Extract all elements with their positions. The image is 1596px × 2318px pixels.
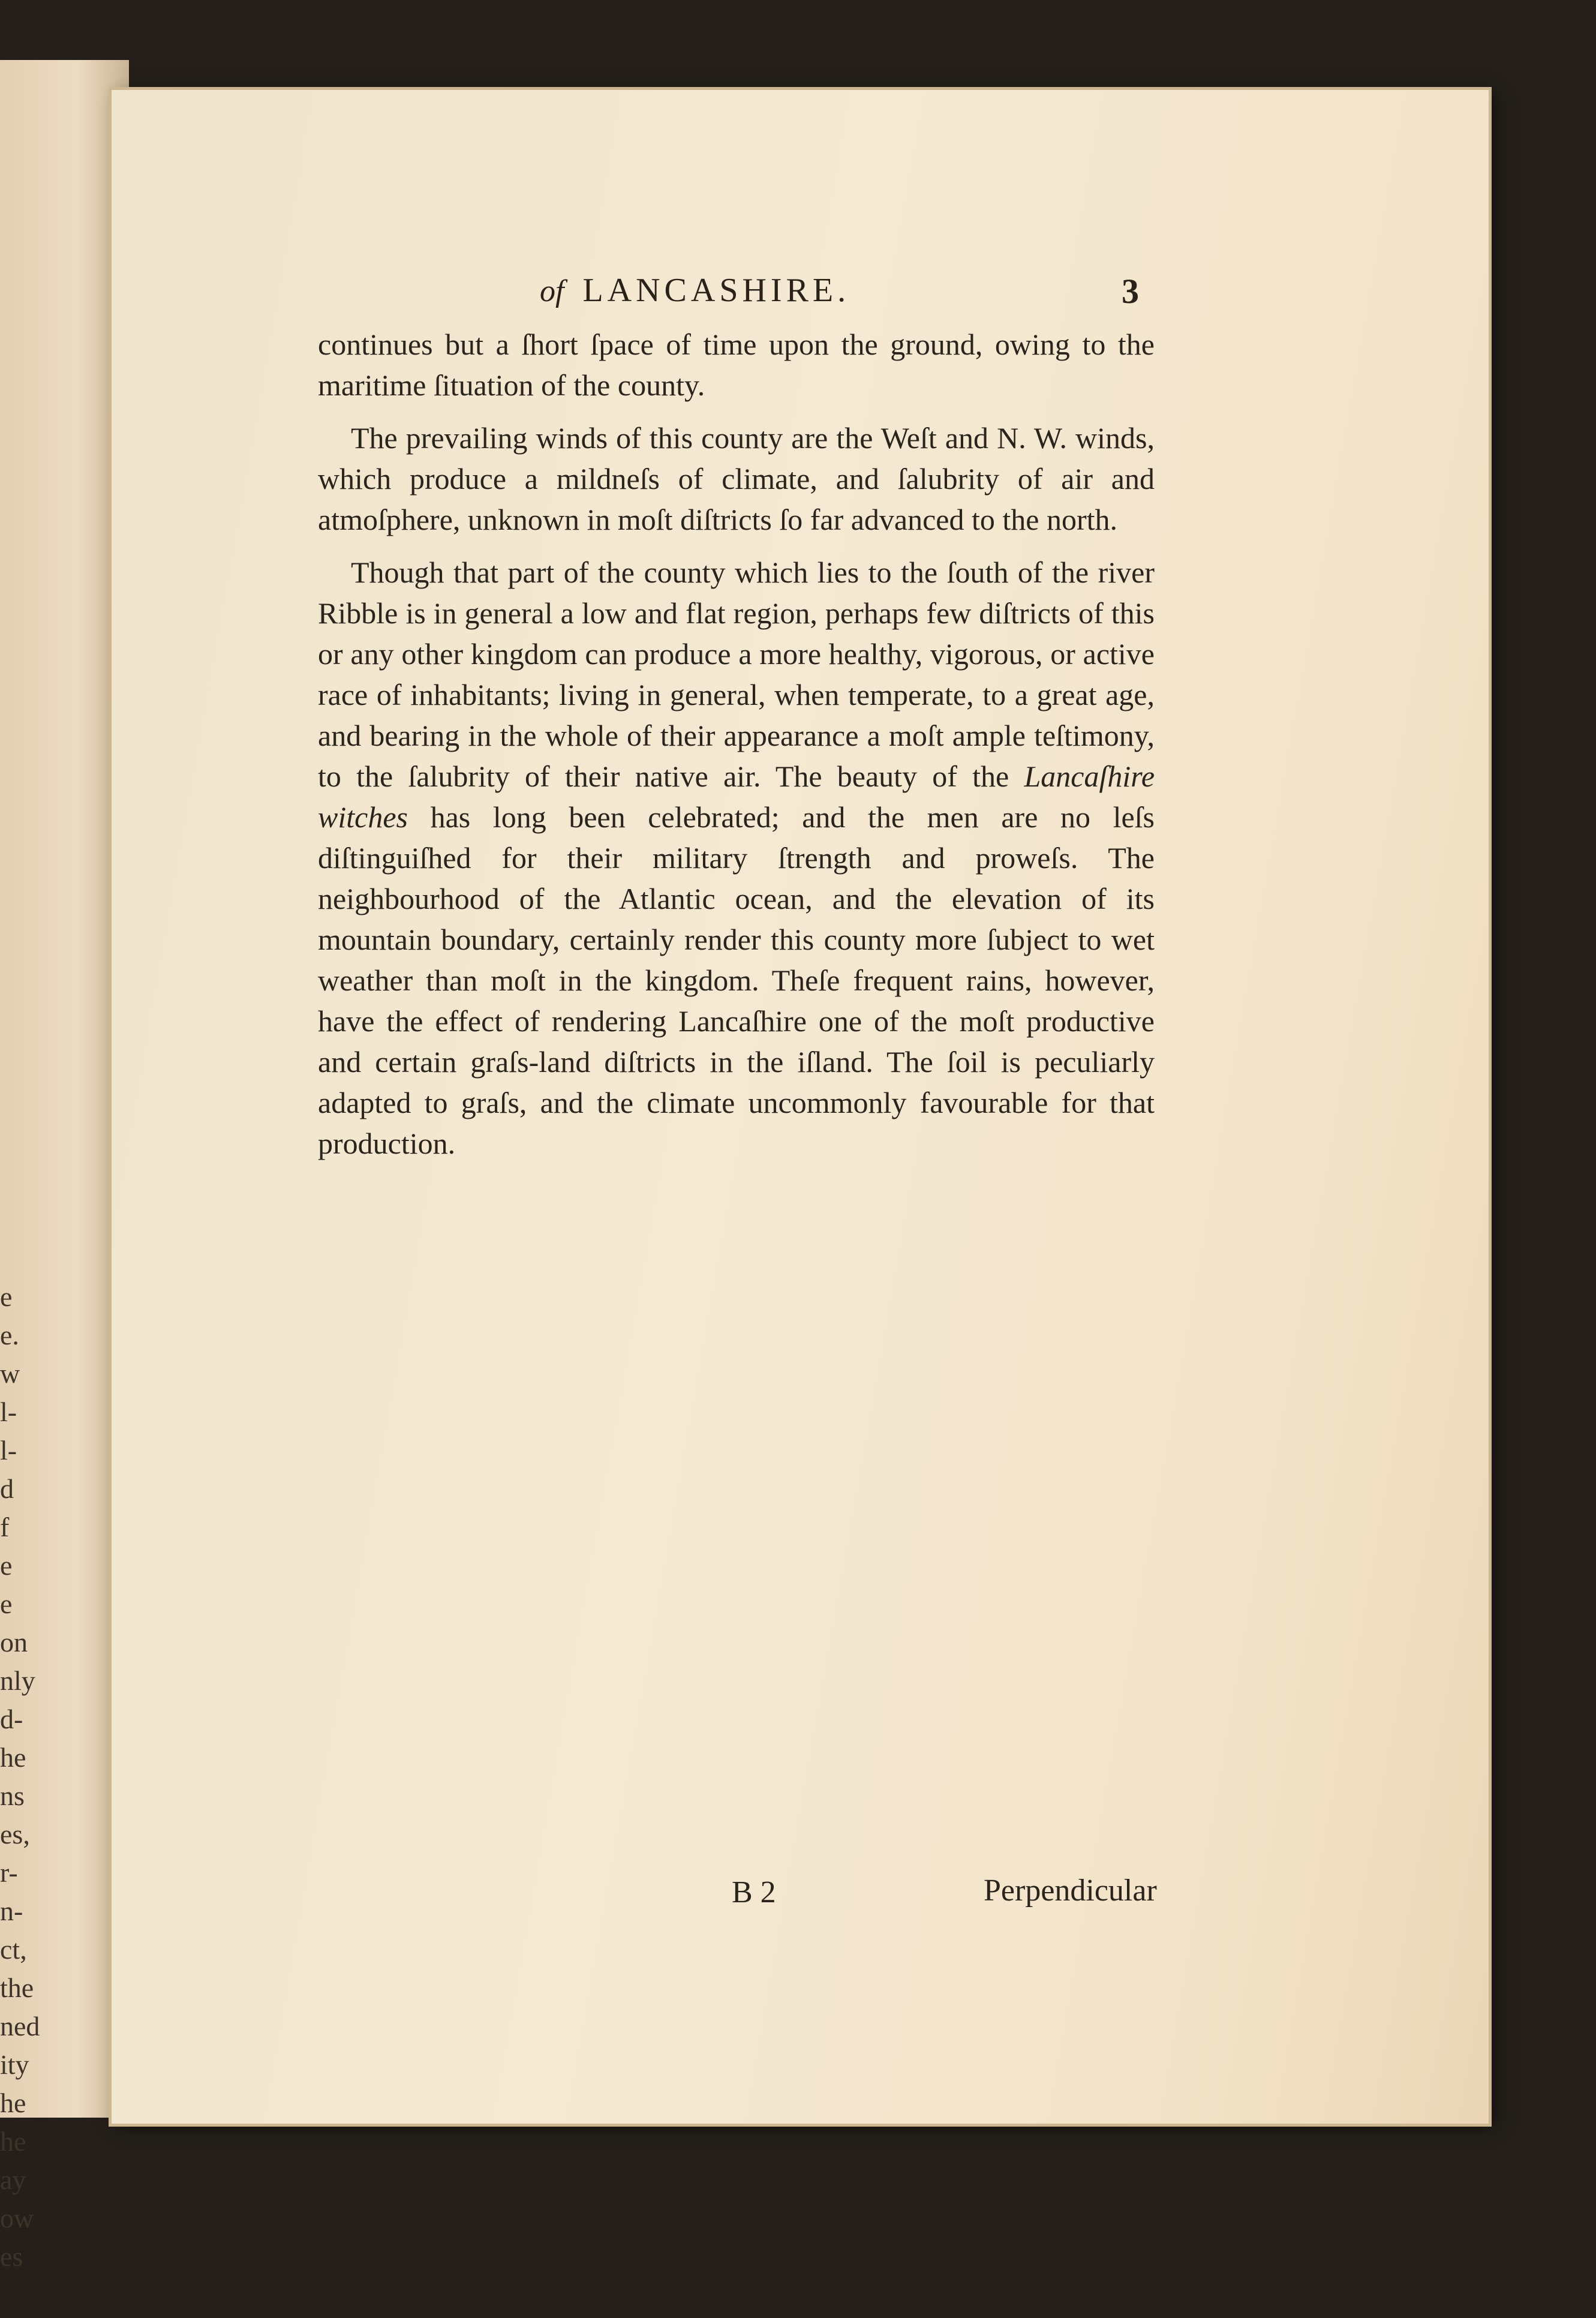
left-edge-fragment: ity — [0, 2049, 29, 2080]
left-edge-fragment: ned — [0, 2011, 40, 2041]
running-head — [540, 271, 1176, 319]
left-edge-fragment: e — [0, 1550, 13, 1581]
left-edge-fragment: ay — [0, 2164, 26, 2195]
left-edge-fragment: es, — [0, 1819, 30, 1849]
left-edge-fragment: l- — [0, 1435, 17, 1466]
paragraph-3-italic: Lancaſhire witches — [318, 759, 1155, 834]
body-text — [318, 324, 1155, 1176]
left-edge-fragment: d- — [0, 1704, 23, 1734]
left-page-text-edge — [0, 1278, 40, 2276]
paragraph-3 — [318, 552, 1155, 1164]
left-edge-fragment: ns — [0, 1780, 25, 1811]
running-head-of: of — [540, 274, 564, 308]
left-edge-fragment: e — [0, 1589, 13, 1619]
page-number: 3 — [1122, 272, 1139, 311]
signature-mark: B 2 — [732, 1875, 776, 1909]
left-edge-fragment: r- — [0, 1857, 18, 1888]
running-head-title: LANCASHIRE. — [582, 272, 850, 309]
left-edge-fragment: he — [0, 2126, 26, 2157]
left-page — [0, 60, 129, 2272]
left-edge-fragment: f — [0, 1512, 10, 1542]
left-edge-fragment: ct, — [0, 1934, 27, 1965]
paragraph-3-part-2: has long been celebrated; and the men are no leſs diſtinguiſhed for their military ſtrength and proweſs. The neighbourhood of the Atlantic ocean, and the elevation of its mountain boundary, certainly render this county more ſubject to wet weather than moſt in the kingdom. Theſe frequent rains, however, have the effect of rendering Lancaſhire one of the moſt productive and certain graſs-land diſtricts in the iſland. The ſoil is peculiarly adapted to graſs, and the climate uncommonly favourable for that production. — [318, 800, 1155, 1160]
left-edge-fragment: e. — [0, 1320, 19, 1350]
left-edge-fragment: he — [0, 1742, 26, 1773]
left-edge-fragment: es — [0, 2241, 23, 2272]
left-edge-fragment: he — [0, 2088, 26, 2118]
paragraph-3-part-1: Though that part of the county which lies to the ſouth of the river Ribble is in general a low and flat region, perhaps few diſtricts of this or any other kingdom can produce a more healthy, vigorous, or active race of inhabitants; living in general, when temperate, to a great age, and bearing in the whole of their appearance a moſt ample teſtimony, to the ſalubrity of their native air. The beauty of the — [318, 556, 1155, 793]
left-edge-fragment: nly — [0, 1665, 35, 1696]
left-edge-fragment: n- — [0, 1896, 23, 1926]
left-edge-fragment: the — [0, 1972, 34, 2003]
left-edge-fragment: ow — [0, 2203, 34, 2233]
left-edge-fragment: e — [0, 1281, 13, 1312]
paragraph-2: The prevailing winds of this county are the Weſt and N. W. winds, which produce a mildneſs of climate, and ſalubrity of air and atmoſphere, unknown in moſt diſtricts ſo far advanced to the north. — [318, 421, 1155, 536]
catchword: Perpendicular — [984, 1873, 1157, 1908]
paragraph-1: continues but a ſhort ſpace of time upon the ground, owing to the maritime ſituation of the county. — [318, 328, 1155, 402]
left-edge-fragment: w — [0, 1358, 20, 1389]
left-edge-fragment: l- — [0, 1397, 17, 1427]
left-edge-fragment: d — [0, 1473, 14, 1504]
left-edge-fragment: on — [0, 1627, 28, 1658]
